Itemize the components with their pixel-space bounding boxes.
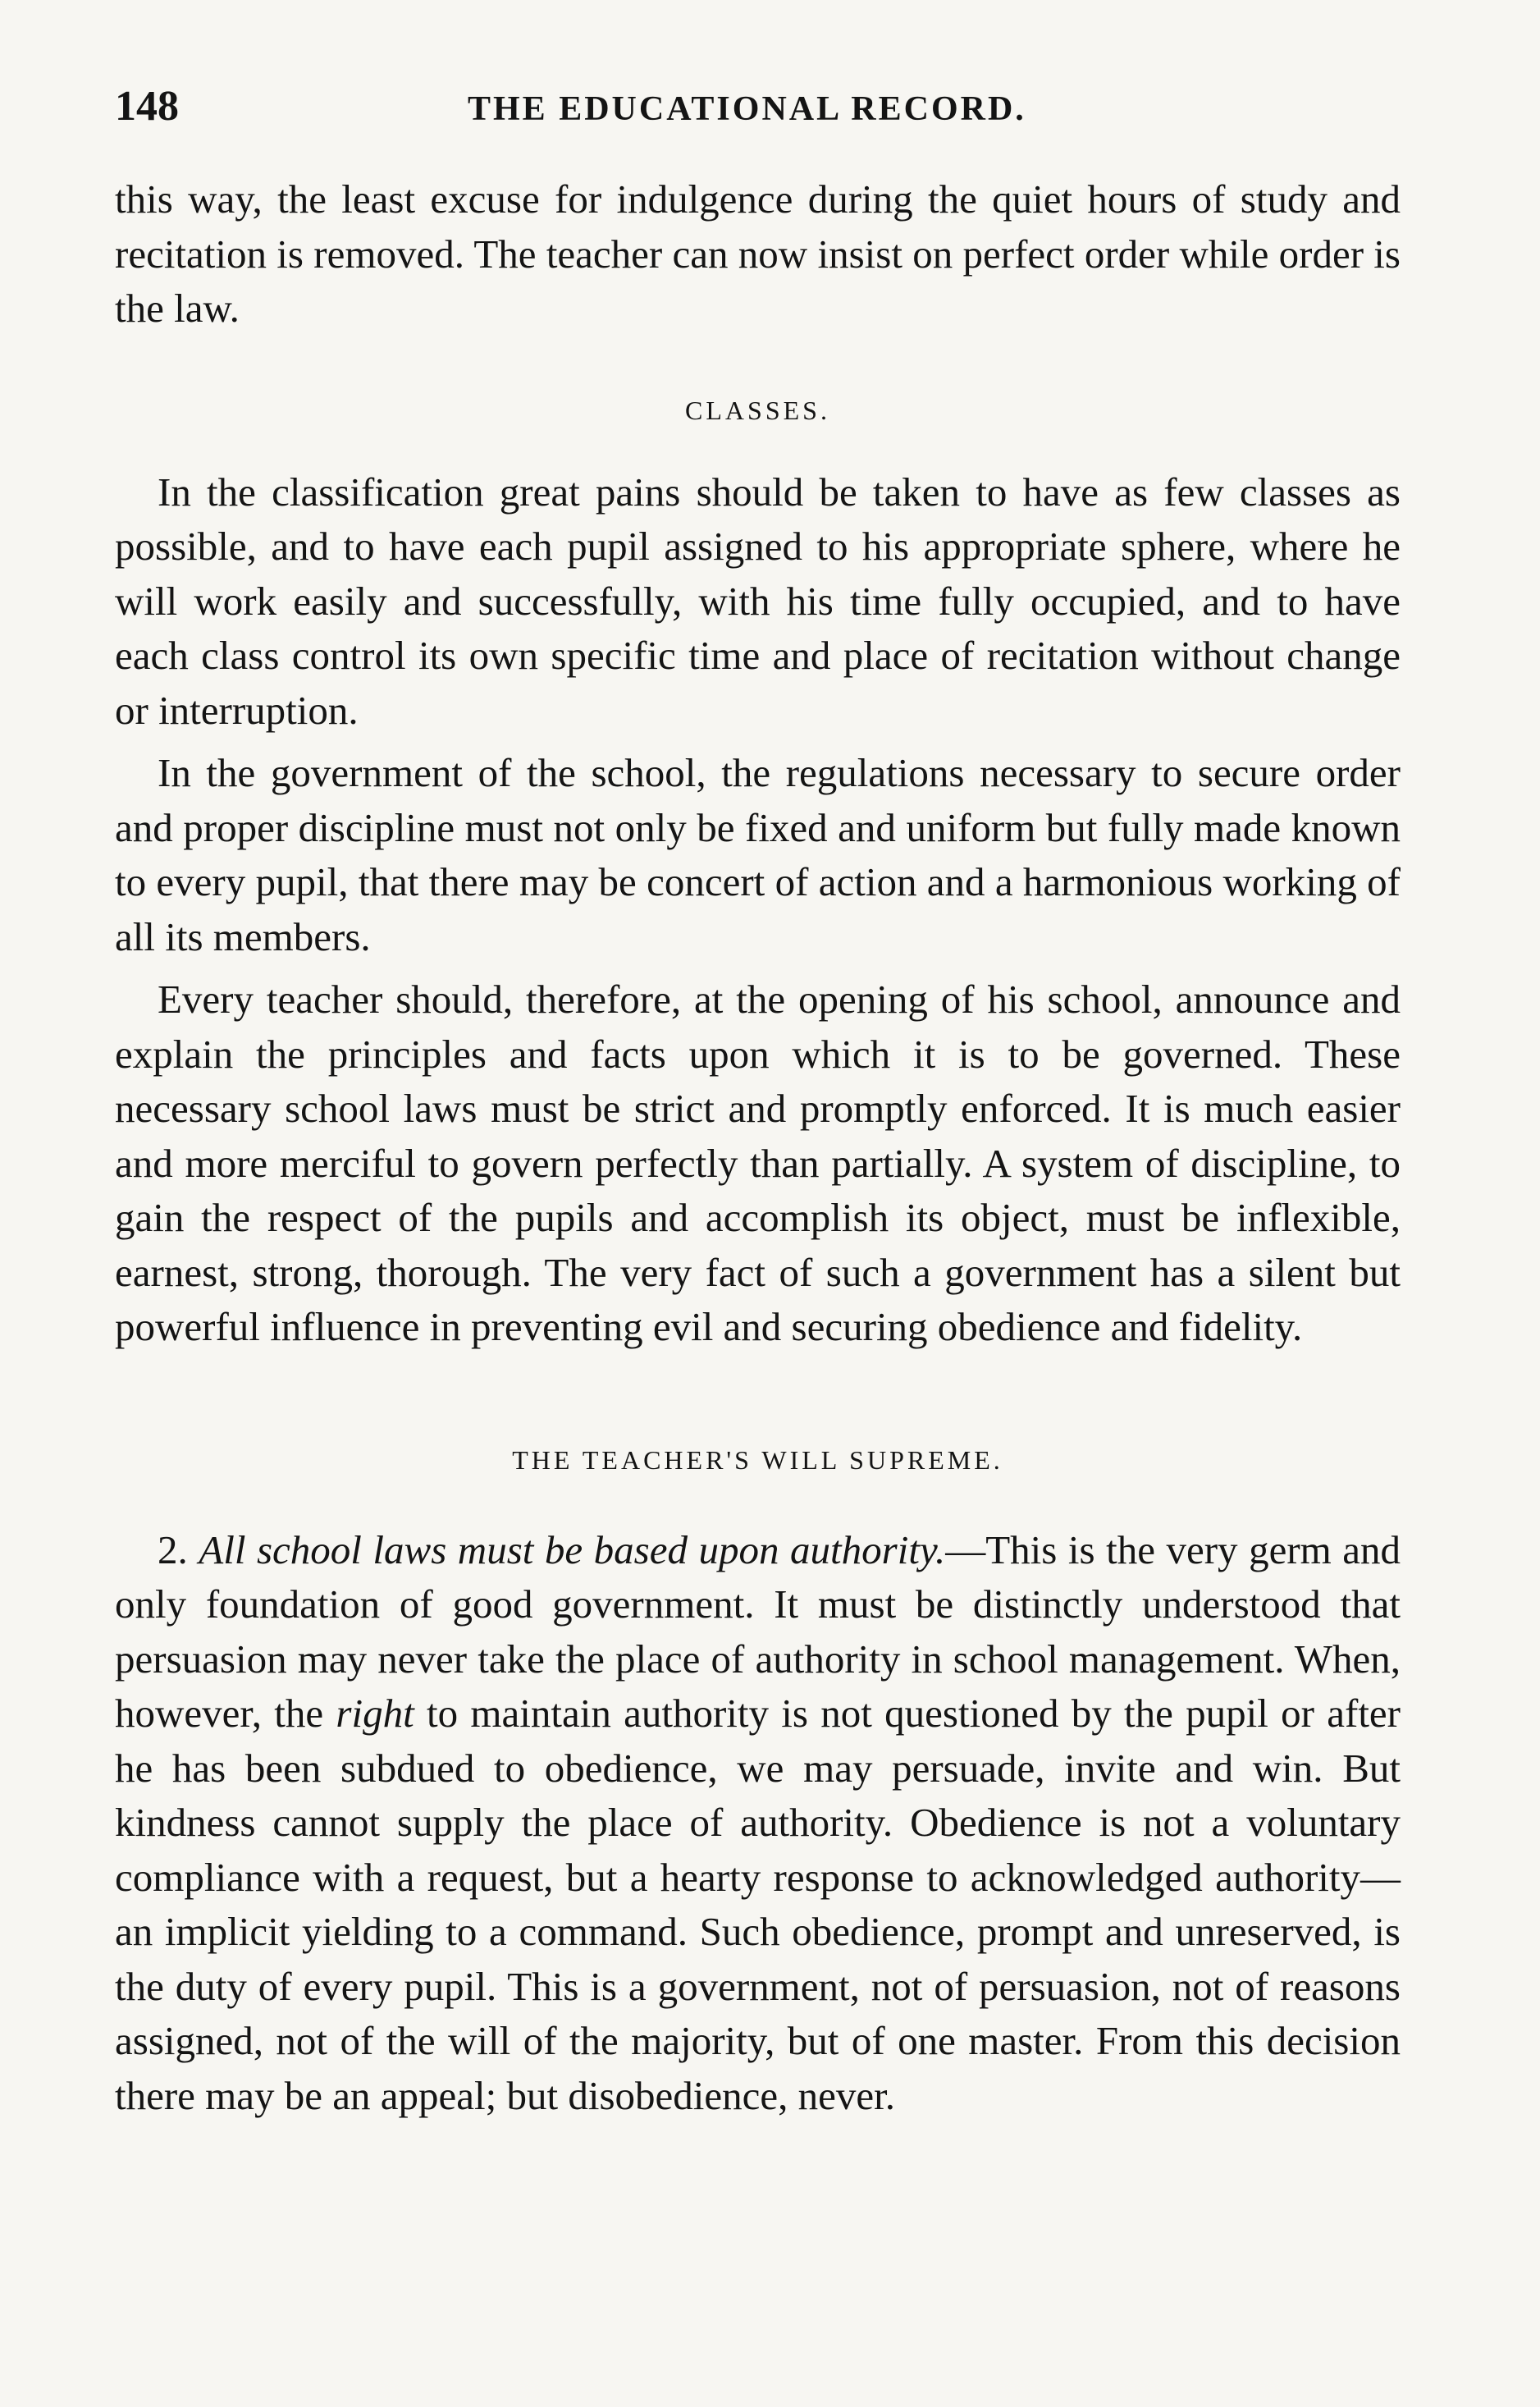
classes-paragraph-1: In the classification great pains should be taken to have as few classes as possible, and to have each pupil assigned to his appropriate sphere, where he will work easily and successfully, with his time fully occupied, and to have each class control its own specific time and place of recitation without change or interruption.: [115, 469, 1401, 733]
section-heading-teachers-will: THE TEACHER'S WILL SUPREME.: [512, 1444, 1003, 1475]
authority-text-part-1: —This is the very germ and only foundation of good government. It must be distinctly understood that persuasion may never take the place of authority in school management. When, however, the: [115, 1526, 1401, 1736]
page-header: [115, 82, 1401, 172]
paragraph-number: 2.: [158, 1526, 188, 1572]
classes-paragraph-3: Every teacher should, therefore, at the opening of his school, announce and explain the principles and facts upon which it is to be governed. These necessary school laws must be strict and promptly enforced. It is much easier and more merciful to govern perfectly than partially. A system of discipline, to gain the respect of the pupils and accomplish its object, must be inflexible, earnest, strong, thorough. The very fact of such a government has a silent but powerful influence in preventing evil and securing obedience and fidelity.: [115, 977, 1401, 1349]
section-heading-classes: CLASSES.: [685, 395, 830, 425]
running-head: THE EDUCATIONAL RECORD.: [468, 90, 1026, 128]
authority-text-part-2: to maintain authority is not questioned by the pupil or after he has been subdued to obedience, we may persuade, invite and win. But kindness cannot supply the place of authority. Obedience is not a voluntary compliance with a request, but a hearty response to acknowledged authority—an implicit yielding to a command. Such obedience, prompt and unreserved, is the duty of every pupil. This is a government, not of persuasion, not of reasons assigned, not of the will of the majority, but of one master. From this decision there may be an appeal; but disobedience, never.: [115, 1691, 1401, 2118]
intro-paragraph: this way, the least excuse for indulgence during the quiet hours of study and recitation is removed. The teacher can now insist on perfect order while order is the law.: [115, 176, 1401, 331]
page-number: 148: [115, 83, 179, 130]
italic-lead: All school laws must be based upon authority.: [199, 1526, 946, 1572]
authority-paragraph: [115, 1523, 1401, 2124]
italic-right: right: [336, 1691, 414, 1736]
classes-paragraph-2: In the government of the school, the regulations necessary to secure order and proper discipline must not only be fixed and uniform but fully made known to every pupil, that there may be concert of action and a harmonious working of all its members.: [115, 750, 1401, 959]
